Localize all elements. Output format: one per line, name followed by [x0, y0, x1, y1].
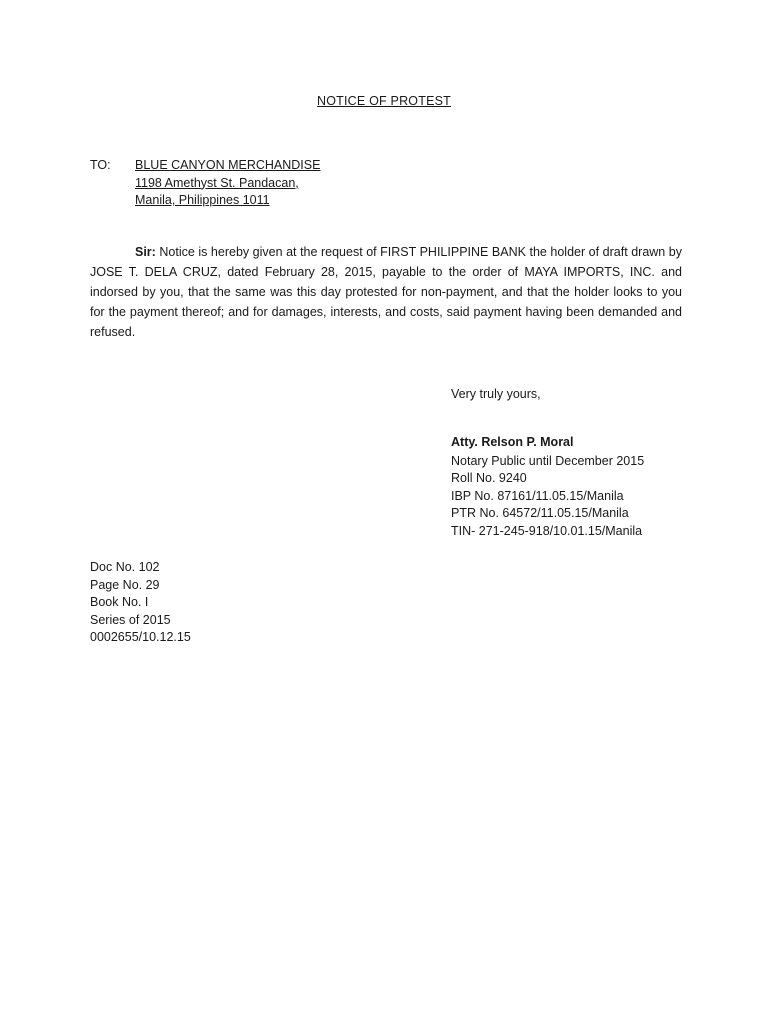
signatory-ptr-no: PTR No. 64572/11.05.15/Manila: [451, 506, 629, 520]
salutation: Sir:: [135, 245, 156, 259]
notarial-doc-info: [90, 559, 191, 647]
addressee-street: 1198 Amethyst St. Pandacan,: [135, 175, 299, 190]
series: Series of 2015: [90, 612, 171, 627]
reference-no: 0002655/10.12.15: [90, 630, 191, 644]
closing-line: Very truly yours,: [451, 387, 541, 401]
notice-body: [90, 242, 682, 342]
book-no: Book No. I: [90, 595, 149, 609]
addressee-city: Manila, Philippines 1011: [135, 193, 270, 207]
to-label: TO:: [90, 158, 111, 172]
addressee-block: [135, 157, 320, 210]
document-title: NOTICE OF PROTEST: [317, 94, 451, 108]
signatory-name: Atty. Relson P. Moral: [451, 435, 574, 449]
signatory-commission: Notary Public until December 2015: [451, 453, 645, 468]
addressee-name: BLUE CANYON MERCHANDISE: [135, 158, 321, 172]
signature-block: [451, 434, 644, 540]
signatory-tin: TIN- 271-245-918/10.01.15/Manila: [451, 523, 643, 538]
notice-body-text: Notice is hereby given at the request of FIRST PHILIPPINE BANK the holder of draft drawn by JOSE T. DELA CRUZ, dated February 28, 2015, payable to the order of MAYA IMPORTS, INC. and indorsed by you, that the same was this day protested for non-payment, and that the holder looks to you for the payment thereof; and for damages, interests, and costs, said payment having been demanded and refused.: [90, 245, 682, 339]
page-no: Page No. 29: [90, 577, 160, 592]
doc-no: Doc No. 102: [90, 560, 160, 574]
signatory-ibp-no: IBP No. 87161/11.05.15/Manila: [451, 488, 624, 503]
signatory-roll-no: Roll No. 9240: [451, 471, 527, 485]
